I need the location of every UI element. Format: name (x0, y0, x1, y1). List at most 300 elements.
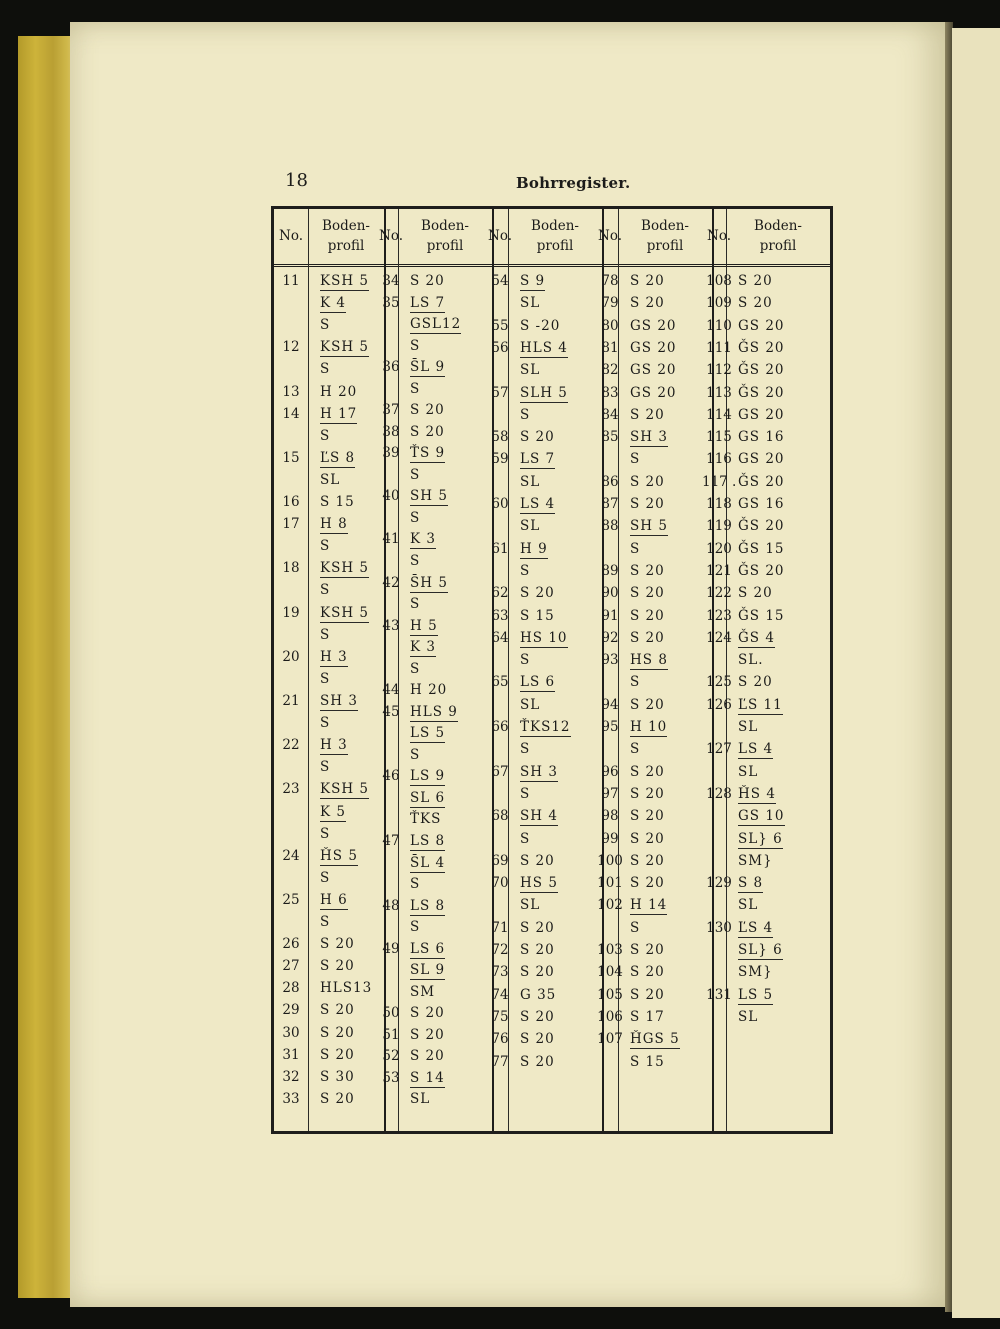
bohrung-number: 21 (282, 693, 300, 709)
bodenprofil-cell (320, 538, 380, 554)
bodenprofil-cell (520, 942, 598, 958)
bohrung-number: 115 (706, 429, 732, 446)
bodenprofil-value: H 3 (320, 648, 348, 665)
bodenprofil-cell (320, 494, 380, 510)
bodenprofil-cell (520, 273, 598, 291)
bodenprofil-cell (410, 790, 488, 808)
bohrung-number: 25 (282, 891, 300, 908)
bohrung-number: 92 (601, 629, 619, 646)
bodenprofil-value: ȞS 5 (320, 847, 358, 864)
bodenprofil-cell (520, 674, 598, 692)
bodenprofil-cell (410, 704, 488, 722)
bodenprofil-value: S (410, 746, 421, 763)
bodenprofil-value: ȞGS 5 (630, 1031, 680, 1048)
bodenprofil-value: SH 3 (320, 693, 358, 709)
bohrung-number: 100 (597, 852, 623, 869)
bodenprofil-cell (520, 295, 598, 311)
bodenprofil-value: S 20 (630, 942, 665, 958)
header-no: No. (279, 228, 303, 244)
bodenprofil-value: ǦS 15 (738, 540, 785, 557)
bodenprofil-value: GS 10 (738, 808, 785, 825)
bohrung-number: 35 (382, 294, 400, 311)
bodenprofil-cell (630, 318, 708, 334)
bodenprofil-cell (320, 936, 380, 952)
bodenprofil-cell (630, 407, 708, 423)
bodenprofil-cell (738, 920, 826, 938)
bohrung-number: 18 (282, 560, 300, 577)
bodenprofil-value: S 20 (738, 295, 773, 312)
bodenprofil-value: HS 8 (630, 652, 668, 669)
bodenprofil-cell (630, 987, 708, 1003)
bodenprofil-value: S 20 (630, 585, 665, 602)
bodenprofil-value: S (320, 825, 331, 842)
bodenprofil-cell (410, 725, 488, 743)
bodenprofil-cell (520, 1031, 598, 1047)
running-head: Bohrregister. (516, 174, 631, 192)
bodenprofil-cell (630, 764, 708, 780)
bohrung-number: 71 (491, 919, 509, 936)
bohrung-number: 112 (706, 362, 732, 379)
bodenprofil-value: LS 4 (738, 741, 774, 758)
bodenprofil-cell (738, 273, 826, 289)
bodenprofil-value: K 3 (410, 531, 436, 548)
bodenprofil-value: S 20 (630, 562, 665, 579)
bodenprofil-cell (410, 1070, 488, 1088)
bodenprofil-cell (520, 451, 598, 469)
bohrung-number: 96 (601, 763, 619, 780)
bodenprofil-value: S 20 (520, 429, 555, 446)
bodenprofil-cell (520, 764, 598, 782)
bohrung-number: 130 (706, 919, 732, 936)
bohrung-number: 38 (382, 423, 400, 440)
bodenprofil-cell (410, 919, 488, 935)
bodenprofil-cell (520, 786, 598, 802)
bodenprofil-value: S (410, 660, 421, 677)
bohrung-number: 47 (382, 833, 400, 849)
bodenprofil-cell (410, 273, 488, 289)
bodenprofil-value: S 20 (738, 273, 773, 289)
bohrung-number: 89 (601, 562, 619, 579)
bohrung-number: 95 (601, 719, 619, 735)
bodenprofil-value: SL (738, 897, 759, 914)
bodenprofil-cell (410, 1048, 488, 1064)
bodenprofil-value: S (320, 626, 331, 643)
bodenprofil-cell (520, 920, 598, 936)
bodenprofil-value: SM (410, 983, 436, 1000)
bodenprofil-cell (738, 451, 826, 467)
bodenprofil-value: S 20 (520, 1008, 555, 1025)
bodenprofil-value: S (320, 759, 331, 776)
bodenprofil-value: S 20 (630, 406, 665, 423)
bodenprofil-value: ȞS 4 (738, 785, 776, 802)
bodenprofil-cell (738, 808, 826, 826)
bodenprofil-cell (630, 273, 708, 289)
bodenprofil-cell (630, 674, 708, 690)
bohrung-number: 128 (706, 785, 732, 802)
bodenprofil-value: S (320, 538, 331, 555)
bohrung-number: 66 (491, 719, 509, 735)
bodenprofil-value: GS 20 (630, 384, 677, 401)
bohrung-number: 24 (282, 847, 300, 864)
bodenprofil-cell (738, 764, 826, 780)
bodenprofil-cell (410, 682, 488, 698)
bodenprofil-value: S 20 (630, 986, 665, 1003)
bodenprofil-value: SL (520, 696, 541, 713)
bodenprofil-cell (630, 875, 708, 891)
bodenprofil-value: S 20 (520, 1053, 555, 1070)
bodenprofil-cell (738, 608, 826, 624)
bodenprofil-value: S 30 (320, 1068, 355, 1085)
bohrung-number: 111 (706, 339, 732, 356)
bohrung-number: 80 (601, 317, 619, 334)
bodenprofil-cell (520, 407, 598, 423)
bohrung-number: 31 (282, 1046, 300, 1063)
bohrung-number: 104 (597, 964, 623, 981)
bodenprofil-value: LS 8 (410, 897, 446, 914)
bodenprofil-value: S 20 (630, 607, 665, 624)
bodenprofil-cell (320, 1025, 380, 1041)
bodenprofil-cell (738, 897, 826, 913)
bodenprofil-cell (410, 898, 488, 916)
bodenprofil-value: KSH 5 (320, 339, 369, 356)
bohrung-number: 76 (491, 1031, 509, 1048)
bodenprofil-cell (320, 1091, 380, 1107)
bodenprofil-value: SL} 6 (738, 942, 783, 958)
bohrung-number: 109 (706, 295, 732, 312)
bodenprofil-cell (320, 560, 380, 578)
bodenprofil-value: S (630, 674, 641, 691)
bodenprofil-value: SL (520, 295, 541, 312)
bodenprofil-value: S 20 (520, 852, 555, 869)
bodenprofil-cell (738, 741, 826, 759)
bodenprofil-cell (630, 719, 708, 737)
bohrung-number: 26 (282, 936, 300, 953)
bodenprofil-cell (520, 1054, 598, 1070)
bodenprofil-value: H 9 (520, 540, 548, 557)
bodenprofil-value: S 9 (520, 273, 546, 289)
bohrung-number: 12 (282, 339, 300, 356)
bohrung-number: 85 (601, 429, 619, 446)
bohrung-number: 131 (706, 986, 732, 1003)
bodenprofil-cell (320, 472, 380, 488)
bodenprofil-value: ĽS 8 (320, 449, 356, 466)
bodenprofil-cell (320, 582, 380, 598)
bohrung-number: 61 (491, 540, 509, 557)
bodenprofil-cell (520, 340, 598, 358)
bodenprofil-value: HLS 9 (410, 703, 458, 720)
bodenprofil-cell (738, 964, 826, 980)
bodenprofil-cell (320, 516, 380, 534)
bodenprofil-cell (630, 608, 708, 624)
bohrung-number: 126 (706, 696, 732, 713)
bodenprofil-value: ŤKS (410, 811, 442, 828)
header-bodenprofil: Boden- profil (531, 218, 579, 254)
bodenprofil-cell (520, 429, 598, 445)
bodenprofil-cell (520, 518, 598, 534)
bodenprofil-value: S 20 (630, 830, 665, 847)
bodenprofil-cell (320, 1002, 380, 1018)
bohrung-number: 41 (382, 531, 400, 548)
bohrung-number: 58 (491, 429, 509, 446)
bodenprofil-value: S (410, 380, 421, 397)
bodenprofil-value: S 20 (410, 402, 445, 419)
bodenprofil-cell (738, 340, 826, 356)
bodenprofil-value: S 20 (630, 875, 665, 892)
bodenprofil-value: SL (320, 471, 341, 488)
bodenprofil-value: SH 3 (520, 763, 558, 780)
bodenprofil-value: S (630, 741, 641, 758)
bodenprofil-cell (320, 406, 380, 424)
bodenprofil-cell (320, 737, 380, 755)
header-no: No. (379, 228, 403, 244)
bodenprofil-cell (630, 897, 708, 915)
bohrung-number: 79 (601, 295, 619, 312)
bohrung-number: 81 (601, 339, 619, 356)
bohrung-number: 13 (282, 383, 300, 400)
bodenprofil-cell (738, 496, 826, 512)
bodenprofil-value: HLS 4 (520, 339, 568, 356)
bodenprofil-cell (320, 826, 380, 842)
bodenprofil-value: S (520, 562, 531, 579)
bodenprofil-value: GS 20 (738, 451, 785, 468)
bodenprofil-cell (410, 359, 488, 377)
bodenprofil-cell (738, 875, 826, 893)
bohrung-number: 49 (382, 940, 400, 957)
bodenprofil-cell (320, 892, 380, 910)
bodenprofil-value: GS 20 (738, 406, 785, 423)
bohrung-number: 93 (601, 652, 619, 669)
bodenprofil-value: S 20 (320, 1002, 355, 1019)
bodenprofil-cell (320, 980, 380, 996)
bodenprofil-cell (520, 474, 598, 490)
bodenprofil-value: S 20 (520, 942, 555, 958)
bodenprofil-value: S (520, 785, 531, 802)
bodenprofil-value: ŤS 9 (410, 445, 446, 462)
header-rule (274, 264, 830, 267)
bodenprofil-cell (520, 964, 598, 980)
bodenprofil-cell (520, 853, 598, 869)
bodenprofil-value: S (520, 406, 531, 423)
bohrung-number: 44 (382, 682, 400, 699)
bodenprofil-value: G 35 (520, 986, 557, 1003)
bodenprofil-value: KSH 5 (320, 781, 369, 798)
bodenprofil-value: S 20 (410, 1026, 445, 1043)
bodenprofil-cell (320, 273, 380, 291)
bohrung-number: 106 (597, 1008, 623, 1025)
bodenprofil-value: S 20 (520, 964, 555, 981)
page-number: 18 (285, 170, 308, 191)
bodenprofil-cell (410, 531, 488, 549)
bodenprofil-value: H 10 (630, 719, 668, 735)
bodenprofil-value: GS 16 (738, 496, 785, 512)
bohrung-number: 83 (601, 384, 619, 401)
header-bodenprofil: Boden- profil (641, 218, 689, 254)
bohrung-number: 14 (282, 405, 300, 422)
bodenprofil-cell (520, 563, 598, 579)
bohrung-number: 64 (491, 629, 509, 646)
bodenprofil-value: ǦS 20 (738, 518, 785, 535)
bodenprofil-cell (410, 553, 488, 569)
bodenprofil-cell (630, 964, 708, 980)
bodenprofil-cell (410, 596, 488, 612)
bohrung-number: 19 (282, 604, 300, 621)
bodenprofil-value: S 14 (410, 1069, 445, 1086)
bodenprofil-value: S 17 (630, 1008, 665, 1025)
bodenprofil-value: S (410, 509, 421, 526)
bodenprofil-value: LS 5 (410, 725, 446, 742)
bohrung-number: 65 (491, 674, 509, 691)
bodenprofil-value: S 20 (410, 423, 445, 440)
bodenprofil-cell (630, 563, 708, 579)
bodenprofil-cell (410, 402, 488, 418)
bodenprofil-cell (738, 407, 826, 423)
bodenprofil-cell (738, 563, 826, 579)
bodenprofil-value: S 20 (630, 696, 665, 713)
header-bodenprofil: Boden- profil (322, 218, 370, 254)
bodenprofil-value: S 20 (410, 1048, 445, 1065)
bodenprofil-value: S 20 (520, 585, 555, 602)
bodenprofil-value: LS 6 (520, 674, 556, 691)
bohrung-number: 51 (382, 1026, 400, 1043)
bodenprofil-value: ǦS 20 (738, 362, 785, 379)
bohrung-number: 87 (601, 496, 619, 512)
bohrung-number: 37 (382, 402, 400, 419)
bohrung-number: 113 (706, 384, 732, 401)
bodenprofil-value: S (630, 540, 641, 557)
bohrung-number: 59 (491, 451, 509, 468)
bodenprofil-cell (410, 618, 488, 636)
bodenprofil-cell (410, 1005, 488, 1021)
bodenprofil-cell (630, 451, 708, 467)
bohrung-number: 77 (491, 1053, 509, 1070)
bodenprofil-value: S 20 (630, 295, 665, 312)
bodenprofil-value: H 14 (630, 897, 668, 914)
bodenprofil-value: H 8 (320, 516, 348, 533)
bohrung-number: 15 (282, 449, 300, 466)
bodenprofil-cell (630, 831, 708, 847)
bohrung-number: 46 (382, 768, 400, 785)
bodenprofil-cell (520, 585, 598, 601)
bohrung-number: 123 (706, 607, 732, 624)
bohrung-number: 28 (282, 980, 300, 997)
bohrung-number: 86 (601, 473, 619, 490)
bodenprofil-cell (320, 715, 380, 731)
bodenprofil-value: ǦS 20 (738, 562, 785, 579)
bodenprofil-value: S 20 (320, 1024, 355, 1041)
bodenprofil-cell (520, 719, 598, 737)
bodenprofil-cell (320, 428, 380, 444)
bodenprofil-cell (520, 1009, 598, 1025)
bodenprofil-value: LS 7 (520, 451, 556, 468)
bodenprofil-cell (738, 541, 826, 557)
header-bodenprofil: Boden- profil (754, 218, 802, 254)
bohrung-number: 99 (601, 830, 619, 847)
bohrung-number: 78 (601, 273, 619, 289)
bodenprofil-value: H 3 (320, 737, 348, 754)
bodenprofil-cell (520, 362, 598, 378)
bodenprofil-value: S 20 (630, 964, 665, 981)
bohrung-number: 72 (491, 942, 509, 958)
bohrung-number: 91 (601, 607, 619, 624)
bodenprofil-value: LS 6 (410, 940, 446, 957)
bodenprofil-cell (320, 914, 380, 930)
bohrung-number: 107 (597, 1031, 623, 1048)
bodenprofil-value: S 20 (520, 919, 555, 936)
bodenprofil-value: K 5 (320, 803, 346, 820)
bodenprofil-cell (320, 361, 380, 377)
bodenprofil-cell (630, 385, 708, 401)
bodenprofil-cell (320, 870, 380, 886)
bohrung-number: 119 (706, 518, 732, 535)
bodenprofil-cell (410, 488, 488, 506)
bohrung-number: 73 (491, 964, 509, 981)
bodenprofil-value: S 20 (630, 852, 665, 869)
bodenprofil-cell (520, 897, 598, 913)
bodenprofil-value: S 20 (630, 273, 665, 289)
bodenprofil-cell (630, 630, 708, 646)
bodenprofil-cell (320, 781, 380, 799)
bodenprofil-value: S 20 (320, 1090, 355, 1107)
bodenprofil-value: SH 5 (630, 518, 668, 535)
bodenprofil-value: SM} (738, 852, 773, 869)
facing-page (952, 28, 1000, 1318)
bodenprofil-value: ǦS 20 (738, 473, 785, 490)
bodenprofil-cell (410, 876, 488, 892)
bohrung-number: 102 (597, 897, 623, 914)
bodenprofil-cell (410, 381, 488, 397)
bodenprofil-value: LS 5 (738, 986, 774, 1003)
column-rule (384, 209, 386, 1131)
bodenprofil-cell (630, 295, 708, 311)
bohrung-number: 101 (597, 875, 623, 892)
bohrung-number: 84 (601, 406, 619, 423)
bodenprofil-cell (630, 362, 708, 378)
bodenprofil-value: SL (520, 362, 541, 379)
bodenprofil-value: S 20 (410, 1005, 445, 1022)
bohrung-number: 124 (706, 629, 732, 646)
bohrung-number: 30 (282, 1024, 300, 1041)
bodenprofil-value: LS 4 (520, 496, 556, 512)
bodenprofil-cell (738, 429, 826, 445)
bodenprofil-cell (520, 831, 598, 847)
bodenprofil-cell (520, 496, 598, 514)
bodenprofil-cell (320, 1069, 380, 1085)
bohrung-number: 68 (491, 808, 509, 825)
bodenprofil-value: S 20 (520, 1031, 555, 1048)
bodenprofil-cell (320, 627, 380, 643)
bohrung-number: 75 (491, 1008, 509, 1025)
bohrung-number: 36 (382, 359, 400, 376)
bohrung-number: 22 (282, 737, 300, 754)
bodenprofil-value: ĽS 11 (738, 696, 783, 713)
bodenprofil-cell (320, 804, 380, 822)
header-no: No. (598, 228, 622, 244)
bodenprofil-cell (320, 693, 380, 711)
header-bodenprofil: Boden- profil (421, 218, 469, 254)
bohrung-number: 42 (382, 574, 400, 591)
bodenprofil-value: S -20 (520, 317, 561, 334)
bohrung-number: 54 (491, 273, 509, 289)
bodenprofil-cell (520, 630, 598, 648)
bodenprofil-cell (630, 340, 708, 356)
bodenprofil-value: ǦS 15 (738, 607, 785, 624)
bodenprofil-value: SL. (738, 652, 764, 669)
bodenprofil-value: S (320, 670, 331, 687)
bodenprofil-cell (630, 585, 708, 601)
bohrung-number: 33 (282, 1090, 300, 1107)
bodenprofil-cell (410, 941, 488, 959)
bohrung-number: 116 (706, 451, 732, 468)
